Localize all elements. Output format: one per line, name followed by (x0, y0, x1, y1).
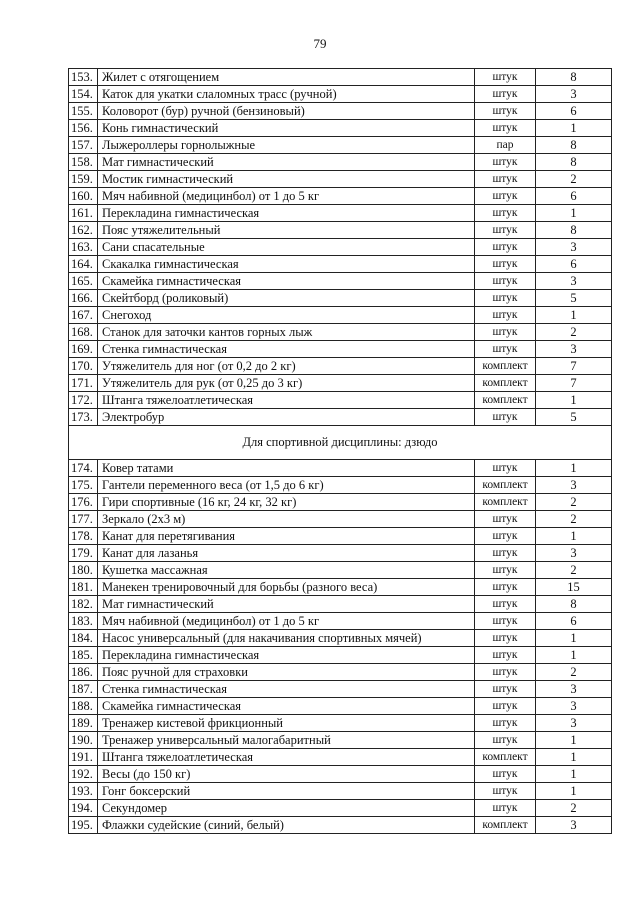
item-quantity: 3 (536, 341, 612, 358)
item-name: Электробур (98, 409, 475, 426)
row-number: 157. (69, 137, 98, 154)
item-name: Мостик гимнастический (98, 171, 475, 188)
row-number: 188. (69, 698, 98, 715)
row-number: 162. (69, 222, 98, 239)
item-quantity: 5 (536, 409, 612, 426)
item-unit: штук (475, 69, 536, 86)
item-quantity: 3 (536, 239, 612, 256)
item-quantity: 6 (536, 256, 612, 273)
table-row (69, 409, 612, 426)
section-header-row (69, 426, 612, 460)
table-row (69, 630, 612, 647)
table-row (69, 222, 612, 239)
item-name: Сани спасательные (98, 239, 475, 256)
item-quantity: 5 (536, 290, 612, 307)
row-number: 185. (69, 647, 98, 664)
item-unit: штук (475, 120, 536, 137)
item-name: Гири спортивные (16 кг, 24 кг, 32 кг) (98, 494, 475, 511)
row-number: 190. (69, 732, 98, 749)
item-unit: штук (475, 103, 536, 120)
row-number: 194. (69, 800, 98, 817)
item-quantity: 1 (536, 630, 612, 647)
row-number: 167. (69, 307, 98, 324)
row-number: 168. (69, 324, 98, 341)
row-number: 172. (69, 392, 98, 409)
item-quantity: 1 (536, 460, 612, 477)
table-row (69, 392, 612, 409)
item-unit: комплект (475, 494, 536, 511)
table-row (69, 528, 612, 545)
item-quantity: 1 (536, 528, 612, 545)
item-unit: комплект (475, 477, 536, 494)
item-name: Снегоход (98, 307, 475, 324)
item-quantity: 2 (536, 324, 612, 341)
table-row (69, 817, 612, 834)
row-number: 160. (69, 188, 98, 205)
row-number: 154. (69, 86, 98, 103)
item-name: Пояс утяжелительный (98, 222, 475, 239)
item-unit: штук (475, 205, 536, 222)
item-name: Весы (до 150 кг) (98, 766, 475, 783)
item-name: Мат гимнастический (98, 596, 475, 613)
item-quantity: 15 (536, 579, 612, 596)
item-quantity: 3 (536, 681, 612, 698)
row-number: 155. (69, 103, 98, 120)
item-quantity: 1 (536, 783, 612, 800)
item-quantity: 2 (536, 800, 612, 817)
item-unit: штук (475, 647, 536, 664)
item-unit: штук (475, 290, 536, 307)
item-quantity: 2 (536, 664, 612, 681)
item-quantity: 3 (536, 545, 612, 562)
table-row (69, 307, 612, 324)
row-number: 161. (69, 205, 98, 222)
item-name: Флажки судейские (синий, белый) (98, 817, 475, 834)
table-row (69, 664, 612, 681)
row-number: 191. (69, 749, 98, 766)
item-name: Гонг боксерский (98, 783, 475, 800)
row-number: 171. (69, 375, 98, 392)
row-number: 195. (69, 817, 98, 834)
item-quantity: 1 (536, 647, 612, 664)
item-name: Мяч набивной (медицинбол) от 1 до 5 кг (98, 188, 475, 205)
row-number: 179. (69, 545, 98, 562)
table-row (69, 103, 612, 120)
table-row (69, 698, 612, 715)
item-quantity: 8 (536, 69, 612, 86)
table-row (69, 732, 612, 749)
item-name: Перекладина гимнастическая (98, 647, 475, 664)
item-quantity: 1 (536, 307, 612, 324)
row-number: 177. (69, 511, 98, 528)
item-name: Насос универсальный (для накачивания спортивных мячей) (98, 630, 475, 647)
item-name: Штанга тяжелоатлетическая (98, 392, 475, 409)
item-quantity: 8 (536, 137, 612, 154)
item-name: Утяжелитель для рук (от 0,25 до 3 кг) (98, 375, 475, 392)
table-row (69, 341, 612, 358)
item-unit: штук (475, 511, 536, 528)
item-name: Скамейка гимнастическая (98, 273, 475, 290)
equipment-table-body-2 (69, 460, 612, 834)
row-number: 158. (69, 154, 98, 171)
item-unit: штук (475, 681, 536, 698)
item-name: Станок для заточки кантов горных лыж (98, 324, 475, 341)
table-row (69, 681, 612, 698)
row-number: 181. (69, 579, 98, 596)
item-name: Ковер татами (98, 460, 475, 477)
equipment-table-body-1 (69, 69, 612, 426)
item-quantity: 3 (536, 477, 612, 494)
item-unit: штук (475, 579, 536, 596)
table-row (69, 477, 612, 494)
item-quantity: 6 (536, 613, 612, 630)
item-unit: штук (475, 256, 536, 273)
equipment-table (68, 68, 612, 834)
table-row (69, 154, 612, 171)
section-title: Для спортивной дисциплины: дзюдо (69, 426, 612, 460)
row-number: 189. (69, 715, 98, 732)
item-unit: штук (475, 783, 536, 800)
table-row (69, 69, 612, 86)
item-name: Тренажер универсальный малогабаритный (98, 732, 475, 749)
item-unit: штук (475, 86, 536, 103)
row-number: 192. (69, 766, 98, 783)
item-unit: штук (475, 664, 536, 681)
item-name: Пояс ручной для страховки (98, 664, 475, 681)
table-row (69, 511, 612, 528)
item-unit: штук (475, 545, 536, 562)
item-name: Скамейка гимнастическая (98, 698, 475, 715)
row-number: 156. (69, 120, 98, 137)
item-quantity: 3 (536, 715, 612, 732)
item-quantity: 1 (536, 766, 612, 783)
item-name: Гантели переменного веса (от 1,5 до 6 кг) (98, 477, 475, 494)
item-quantity: 8 (536, 596, 612, 613)
section-header-body (69, 426, 612, 460)
item-quantity: 3 (536, 86, 612, 103)
row-number: 184. (69, 630, 98, 647)
item-quantity: 2 (536, 494, 612, 511)
item-quantity: 6 (536, 188, 612, 205)
table-row (69, 290, 612, 307)
row-number: 187. (69, 681, 98, 698)
item-name: Кушетка массажная (98, 562, 475, 579)
item-quantity: 1 (536, 205, 612, 222)
table-row (69, 749, 612, 766)
item-name: Мяч набивной (медицинбол) от 1 до 5 кг (98, 613, 475, 630)
table-row (69, 324, 612, 341)
table-row (69, 375, 612, 392)
table-row (69, 86, 612, 103)
row-number: 178. (69, 528, 98, 545)
row-number: 169. (69, 341, 98, 358)
item-name: Стенка гимнастическая (98, 681, 475, 698)
item-unit: штук (475, 188, 536, 205)
item-name: Конь гимнастический (98, 120, 475, 137)
table-row (69, 783, 612, 800)
table-row (69, 562, 612, 579)
item-quantity: 2 (536, 511, 612, 528)
table-row (69, 596, 612, 613)
item-name: Утяжелитель для ног (от 0,2 до 2 кг) (98, 358, 475, 375)
item-name: Мат гимнастический (98, 154, 475, 171)
item-unit: комплект (475, 358, 536, 375)
item-unit: штук (475, 460, 536, 477)
item-quantity: 6 (536, 103, 612, 120)
item-unit: комплект (475, 392, 536, 409)
row-number: 165. (69, 273, 98, 290)
table-row (69, 188, 612, 205)
item-name: Коловорот (бур) ручной (бензиновый) (98, 103, 475, 120)
table-row (69, 579, 612, 596)
row-number: 153. (69, 69, 98, 86)
row-number: 175. (69, 477, 98, 494)
item-unit: штук (475, 222, 536, 239)
item-unit: пар (475, 137, 536, 154)
item-name: Штанга тяжелоатлетическая (98, 749, 475, 766)
item-quantity: 8 (536, 154, 612, 171)
row-number: 193. (69, 783, 98, 800)
table-row (69, 171, 612, 188)
table-row (69, 256, 612, 273)
item-unit: штук (475, 613, 536, 630)
item-unit: штук (475, 171, 536, 188)
table-row (69, 545, 612, 562)
row-number: 163. (69, 239, 98, 256)
item-name: Каток для укатки слаломных трасс (ручной) (98, 86, 475, 103)
item-unit: комплект (475, 375, 536, 392)
item-quantity: 2 (536, 171, 612, 188)
item-unit: штук (475, 596, 536, 613)
item-name: Стенка гимнастическая (98, 341, 475, 358)
table-row (69, 613, 612, 630)
row-number: 186. (69, 664, 98, 681)
item-unit: штук (475, 324, 536, 341)
item-unit: штук (475, 766, 536, 783)
row-number: 183. (69, 613, 98, 630)
item-unit: штук (475, 715, 536, 732)
page-number: 79 (313, 36, 327, 51)
table-row (69, 460, 612, 477)
table-row (69, 715, 612, 732)
item-unit: штук (475, 562, 536, 579)
row-number: 164. (69, 256, 98, 273)
table-row (69, 800, 612, 817)
item-unit: комплект (475, 817, 536, 834)
row-number: 182. (69, 596, 98, 613)
item-quantity: 1 (536, 749, 612, 766)
item-name: Манекен тренировочный для борьбы (разного веса) (98, 579, 475, 596)
item-name: Канат для лазанья (98, 545, 475, 562)
row-number: 176. (69, 494, 98, 511)
item-quantity: 3 (536, 817, 612, 834)
table-row (69, 205, 612, 222)
item-quantity: 1 (536, 392, 612, 409)
row-number: 170. (69, 358, 98, 375)
row-number: 180. (69, 562, 98, 579)
table-row (69, 137, 612, 154)
item-quantity: 1 (536, 732, 612, 749)
item-unit: комплект (475, 749, 536, 766)
item-name: Зеркало (2х3 м) (98, 511, 475, 528)
item-quantity: 1 (536, 120, 612, 137)
item-name: Секундомер (98, 800, 475, 817)
item-unit: штук (475, 800, 536, 817)
item-name: Скакалка гимнастическая (98, 256, 475, 273)
item-name: Жилет с отягощением (98, 69, 475, 86)
item-quantity: 7 (536, 375, 612, 392)
row-number: 173. (69, 409, 98, 426)
item-unit: штук (475, 409, 536, 426)
item-unit: штук (475, 732, 536, 749)
item-name: Лыжероллеры горнолыжные (98, 137, 475, 154)
item-name: Канат для перетягивания (98, 528, 475, 545)
item-quantity: 7 (536, 358, 612, 375)
table-row (69, 273, 612, 290)
item-quantity: 3 (536, 273, 612, 290)
item-name: Скейтборд (роликовый) (98, 290, 475, 307)
table-row (69, 239, 612, 256)
item-unit: штук (475, 307, 536, 324)
item-unit: штук (475, 154, 536, 171)
table-row (69, 120, 612, 137)
item-name: Тренажер кистевой фрикционный (98, 715, 475, 732)
row-number: 159. (69, 171, 98, 188)
item-unit: штук (475, 239, 536, 256)
item-quantity: 8 (536, 222, 612, 239)
item-quantity: 3 (536, 698, 612, 715)
item-unit: штук (475, 698, 536, 715)
row-number: 166. (69, 290, 98, 307)
table-row (69, 766, 612, 783)
table-row (69, 358, 612, 375)
item-unit: штук (475, 528, 536, 545)
table-row (69, 647, 612, 664)
item-unit: штук (475, 273, 536, 290)
item-quantity: 2 (536, 562, 612, 579)
table-row (69, 494, 612, 511)
item-unit: штук (475, 630, 536, 647)
item-name: Перекладина гимнастическая (98, 205, 475, 222)
item-unit: штук (475, 341, 536, 358)
row-number: 174. (69, 460, 98, 477)
